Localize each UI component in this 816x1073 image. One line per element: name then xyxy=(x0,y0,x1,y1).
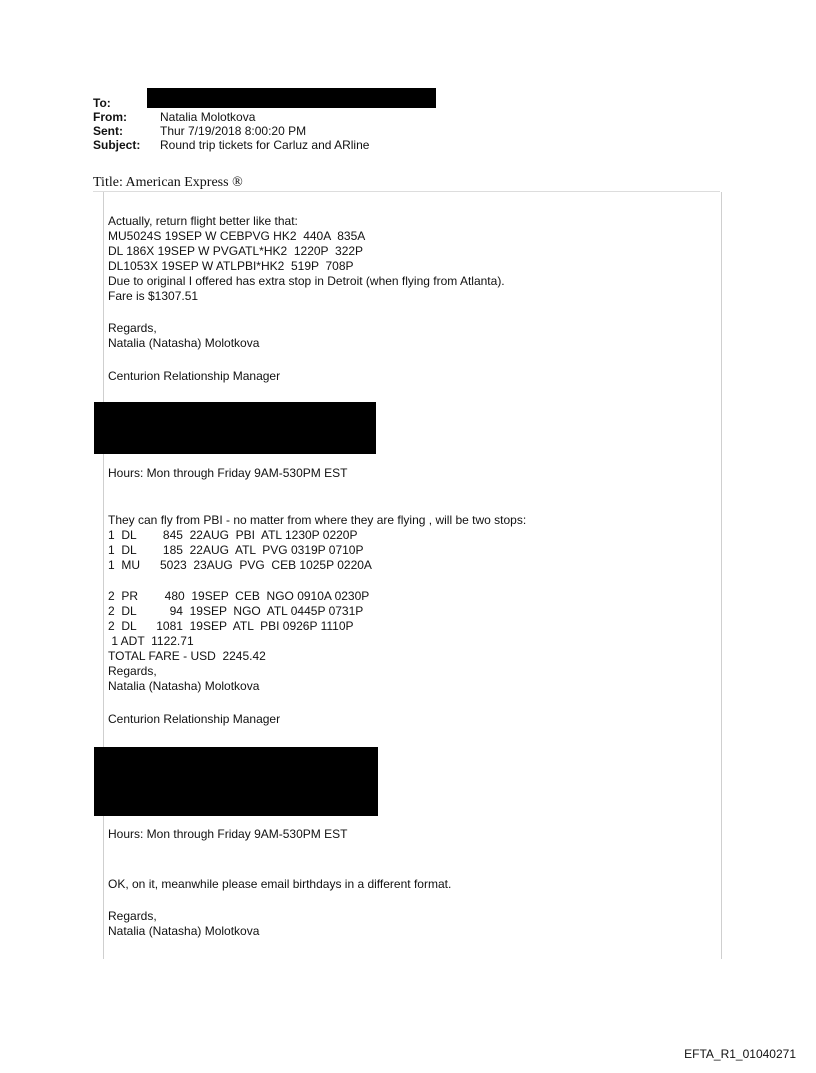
body-line: They can fly from PBI - no matter from where they are flying , will be two stops: xyxy=(108,513,527,527)
office-hours: Hours: Mon through Friday 9AM-530PM EST xyxy=(108,466,348,480)
subject-value: Round trip tickets for Carluz and ARline xyxy=(160,138,370,152)
from-label: From: xyxy=(93,110,127,124)
redacted-contact-block xyxy=(94,747,378,816)
signature-name: Natalia (Natasha) Molotkova xyxy=(108,336,260,350)
document-title: Title: American Express ® xyxy=(93,175,243,190)
regards-text: Regards, xyxy=(108,664,157,678)
sent-label: Sent: xyxy=(93,124,123,138)
redacted-contact-block xyxy=(94,402,376,454)
itinerary-row: 2 DL 1081 19SEP ATL PBI 0926P 1110P xyxy=(108,619,354,633)
itinerary-row: 2 PR 480 19SEP CEB NGO 0910A 0230P xyxy=(108,589,370,603)
itinerary-row: 1 MU 5023 23AUG PVG CEB 1025P 0220A xyxy=(108,558,372,572)
signature-name: Natalia (Natasha) Molotkova xyxy=(108,679,260,693)
body-line: MU5024S 19SEP W CEBPVG HK2 440A 835A xyxy=(108,229,366,243)
sent-row xyxy=(93,125,306,137)
to-label: To: xyxy=(93,96,111,110)
regards-text: Regards, xyxy=(108,321,157,335)
office-hours: Hours: Mon through Friday 9AM-530PM EST xyxy=(108,827,348,841)
signature-role: Centurion Relationship Manager xyxy=(108,369,281,383)
message-body-frame xyxy=(103,192,722,959)
itinerary-row: 2 DL 94 19SEP NGO ATL 0445P 0731P xyxy=(108,604,364,618)
from-row xyxy=(93,111,255,123)
redacted-recipient xyxy=(147,88,436,108)
itinerary-row: 1 DL 185 22AUG ATL PVG 0319P 0710P xyxy=(108,543,364,557)
body-line: Actually, return flight better like that: xyxy=(108,214,298,228)
sent-value: Thur 7/19/2018 8:00:20 PM xyxy=(160,124,307,138)
subject-row xyxy=(93,139,369,151)
from-value: Natalia Molotkova xyxy=(160,110,256,124)
body-line: Fare is $1307.51 xyxy=(108,289,199,303)
signature-name: Natalia (Natasha) Molotkova xyxy=(108,924,260,938)
subject-label: Subject: xyxy=(93,138,141,152)
fare-adult: 1 ADT 1122.71 xyxy=(108,634,194,648)
fare-total: TOTAL FARE - USD 2245.42 xyxy=(108,649,266,663)
body-line: DL 186X 19SEP W PVGATL*HK2 1220P 322P xyxy=(108,244,364,258)
body-line: Due to original I offered has extra stop in Detroit (when flying from Atlanta). xyxy=(108,274,505,288)
itinerary-row: 1 DL 845 22AUG PBI ATL 1230P 0220P xyxy=(108,528,358,542)
body-line: DL1053X 19SEP W ATLPBI*HK2 519P 708P xyxy=(108,259,354,273)
body-line: OK, on it, meanwhile please email birthdays in a different format. xyxy=(108,877,452,891)
document-id: EFTA_R1_01040271 xyxy=(684,1047,796,1061)
regards-text: Regards, xyxy=(108,909,157,923)
signature-role: Centurion Relationship Manager xyxy=(108,712,281,726)
